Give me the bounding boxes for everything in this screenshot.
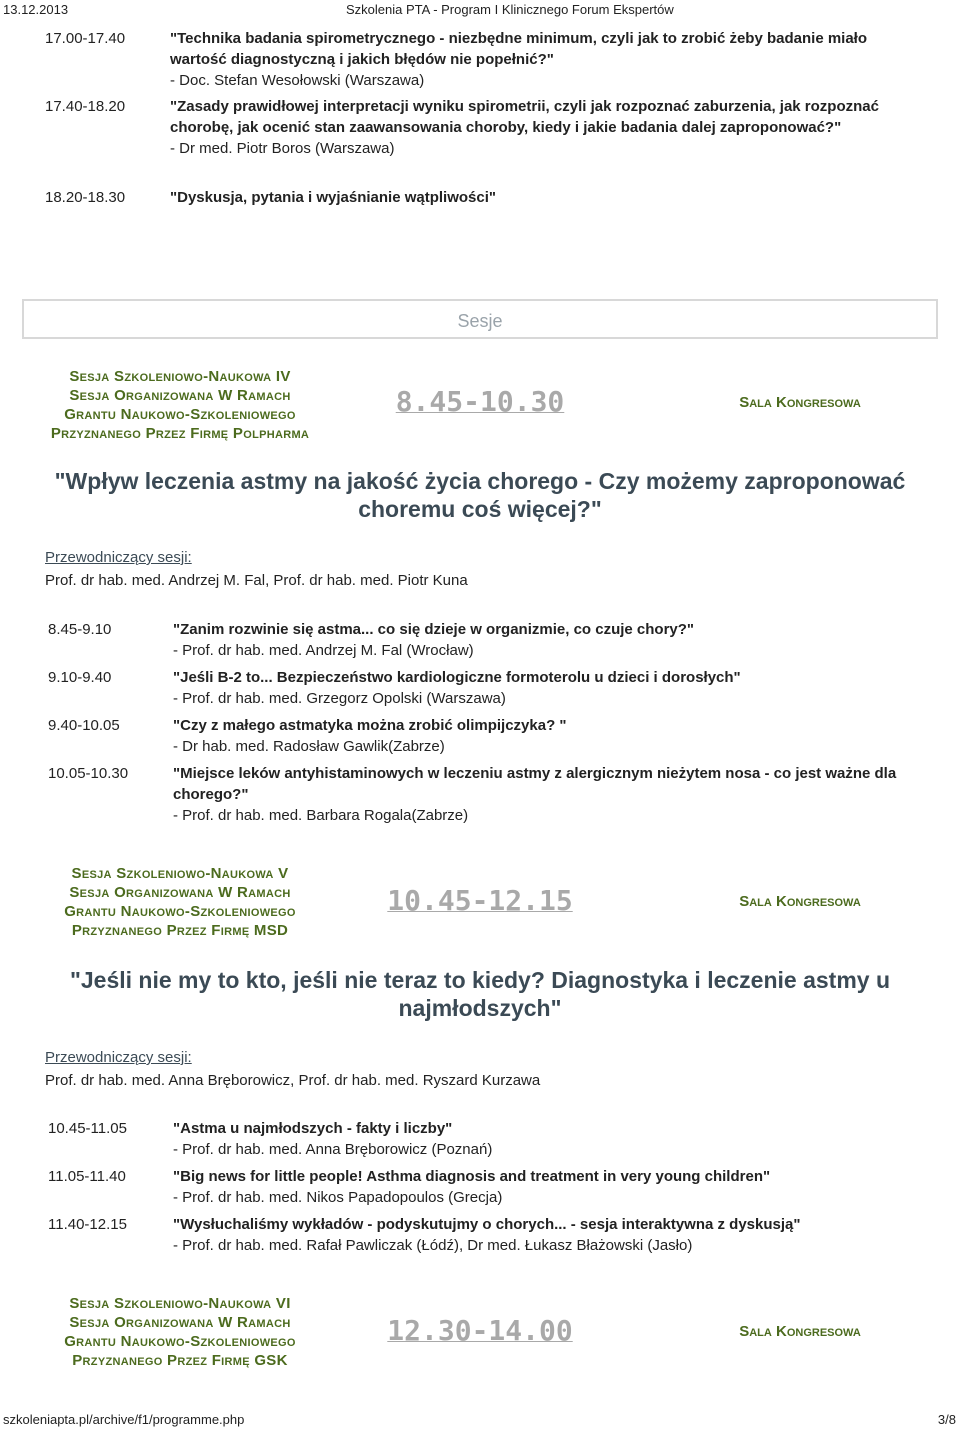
talk-speaker: - Prof. dr hab. med. Andrzej M. Fal (Wrocław): [173, 642, 474, 659]
talk-speaker: - Dr hab. med. Radosław Gawlik(Zabrze): [173, 738, 445, 755]
chair-label: Przewodniczący sesji:: [45, 549, 192, 566]
talk-speaker: - Prof. dr hab. med. Nikos Papadopoulos (Grecja): [173, 1189, 503, 1206]
session-label-line: Sesja Szkoleniowo-Naukowa V: [71, 865, 289, 882]
talk-title: "Astma u najmłodszych - fakty i liczby": [173, 1120, 453, 1137]
talk-speaker: - Prof. dr hab. med. Barbara Rogala(Zabrze): [173, 807, 469, 824]
talk-speaker: - Prof. dr hab. med. Rafał Pawliczak (Łódź), Dr med. Łukasz Błażowski (Jasło): [173, 1237, 693, 1254]
session-label: [30, 1294, 330, 1370]
chair-label: Przewodniczący sesji:: [45, 1049, 192, 1066]
talk-title: "Czy z małego astmatyka można zrobić olimpijczyka? ": [173, 717, 567, 734]
session-label-line: Grantu Naukowo-Szkoleniowego: [64, 406, 296, 423]
talk-time: 9.40-10.05: [48, 717, 120, 734]
session-label-line: Przyznanego Przez Firmę GSK: [72, 1352, 288, 1369]
chair-names: Prof. dr hab. med. Anna Bręborowicz, Prof. dr hab. med. Ryszard Kurzawa: [45, 1072, 541, 1089]
session-title: "Wpływ leczenia astmy na jakość życia chorego - Czy możemy zaproponować choremu coś więcej?": [54, 468, 906, 522]
session-label: [30, 864, 330, 940]
session-label-line: Sesja Szkoleniowo-Naukowa IV: [69, 368, 291, 385]
talk-speaker: - Doc. Stefan Wesołowski (Warszawa): [170, 72, 425, 89]
session-label-line: Grantu Naukowo-Szkoleniowego: [64, 903, 296, 920]
talk-title: "Jeśli B-2 to... Bezpieczeństwo kardiologiczne formoterolu u dzieci i dorosłych": [173, 669, 741, 686]
session-label-line: Sesja Organizowana W Ramach: [69, 387, 291, 404]
talk-title: "Miejsce leków antyhistaminowych w leczeniu astmy z alergicznym nieżytem nosa - co jest ważne dla chorego?": [173, 765, 897, 803]
session-room: Sala Kongresowa: [739, 1323, 861, 1340]
page-header: [0, 0, 960, 20]
talk-time: 17.00-17.40: [45, 30, 126, 47]
session-time-link[interactable]: 10.45-12.15: [387, 884, 573, 917]
sessions-heading-box: [22, 299, 938, 339]
session-label-line: Przyznanego Przez Firmę MSD: [71, 922, 289, 939]
talk-time: 10.45-11.05: [48, 1120, 127, 1137]
header-title: Szkolenia PTA - Program I Klinicznego Forum Ekspertów: [346, 2, 674, 17]
session-label: [30, 367, 330, 443]
page-number: 3/8: [937, 1412, 956, 1427]
talk-speaker: - Prof. dr hab. med. Grzegorz Opolski (Warszawa): [173, 690, 506, 707]
talk-title: "Dyskusja, pytania i wyjaśnianie wątpliwości": [170, 189, 497, 206]
talk-time: 9.10-9.40: [48, 669, 112, 686]
talk-speaker: - Prof. dr hab. med. Anna Bręborowicz (Poznań): [173, 1141, 493, 1158]
header-date: 13.12.2013: [3, 2, 69, 17]
talk-time: 8.45-9.10: [48, 621, 112, 638]
session-room: Sala Kongresowa: [739, 394, 861, 411]
talk-speaker: - Dr med. Piotr Boros (Warszawa): [170, 140, 395, 157]
page-footer: [0, 1412, 960, 1432]
chair-names: Prof. dr hab. med. Andrzej M. Fal, Prof. dr hab. med. Piotr Kuna: [45, 572, 468, 589]
talk-time: 11.05-11.40: [48, 1168, 126, 1185]
session-time-link[interactable]: 8.45-10.30: [395, 385, 565, 418]
footer-url: szkoleniapta.pl/archive/f1/programme.php: [3, 1412, 245, 1427]
talk-title: "Wysłuchaliśmy wykładów - podyskutujmy o chorych... - sesja interaktywna z dyskusją": [173, 1216, 801, 1233]
talk-title: "Technika badania spirometrycznego - niezbędne minimum, czyli jak to zrobić żeby badanie miało wartość diagnostyczną i jakich błędów nie popełnić?": [170, 30, 868, 68]
talk-time: 17.40-18.20: [45, 98, 126, 115]
session-label-line: Sesja Organizowana W Ramach: [69, 1314, 291, 1331]
session-label-line: Sesja Szkoleniowo-Naukowa VI: [69, 1295, 291, 1312]
session-label-line: Grantu Naukowo-Szkoleniowego: [64, 1333, 296, 1350]
talk-title: "Zasady prawidłowej interpretacji wyniku spirometrii, czyli jak rozpoznać zaburzenia, jak rozpoznać chorobę, jak ocenić stan zaawansowania choroby, kiedy i jakie badania dalej zaproponować?": [170, 98, 879, 136]
sessions-heading: Sesje: [457, 311, 503, 331]
talk-time: 11.40-12.15: [48, 1216, 127, 1233]
session-label-line: Przyznanego Przez Firmę Polpharma: [50, 425, 310, 442]
talk-time: 18.20-18.30: [45, 189, 126, 206]
talk-title: "Zanim rozwinie się astma... co się dzieje w organizmie, co czuje chory?": [173, 621, 695, 638]
session-label-line: Sesja Organizowana W Ramach: [69, 884, 291, 901]
session-time-link[interactable]: 12.30-14.00: [387, 1314, 573, 1347]
talk-time: 10.05-10.30: [48, 765, 129, 782]
session-room: Sala Kongresowa: [739, 893, 861, 910]
talk-title: "Big news for little people! Asthma diagnosis and treatment in very young children": [173, 1168, 771, 1185]
session-title: "Jeśli nie my to kto, jeśli nie teraz to kiedy? Diagnostyka i leczenie astmy u najmłodszych": [69, 967, 891, 1021]
